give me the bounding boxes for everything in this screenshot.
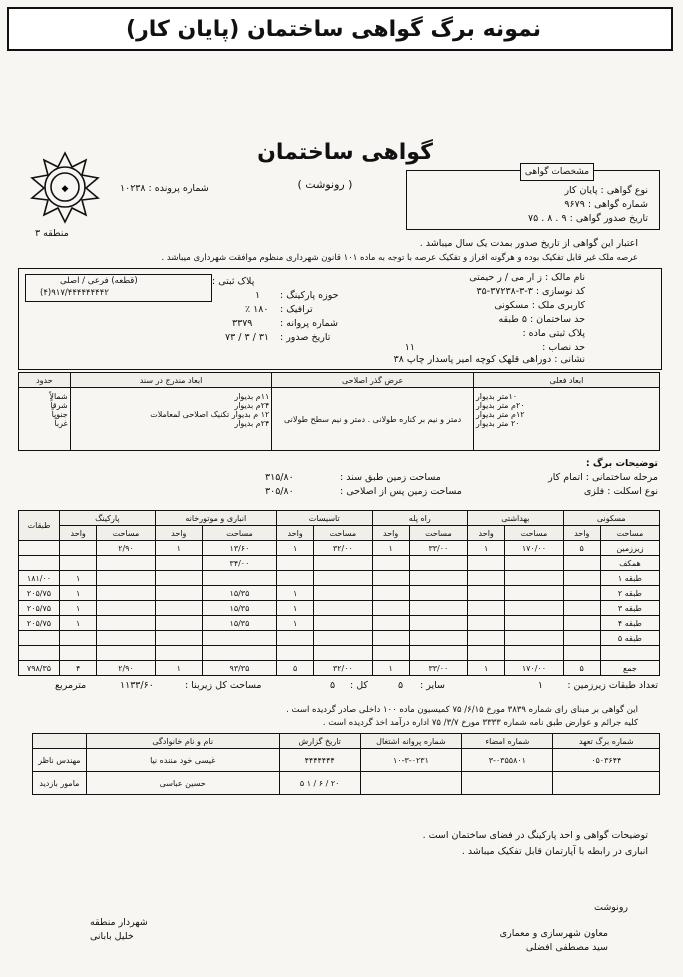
officer-1-license: ۱۰-۳-۰۲۳۱ (360, 749, 461, 772)
officers-header-sign: شماره امضاء (462, 734, 553, 749)
sub-header-unit: واحد (60, 526, 97, 541)
area-cell (202, 646, 276, 661)
unit-cell (155, 616, 202, 631)
table-row (19, 571, 660, 586)
unit-cell: ۱ (468, 541, 505, 556)
floors: حد ساختمان : ۵ طبقه (498, 314, 585, 325)
unit-cell: ۱ (372, 661, 409, 676)
area-cell: ۱۵/۳۵ (202, 601, 276, 616)
border-deed-1: ۱۱م بدیوار (234, 392, 270, 401)
permit-no-label: شماره پروانه : (280, 318, 339, 329)
site-desc-1: مرحله ساختمانی : اتمام کار (548, 472, 658, 483)
unit-cell (60, 556, 97, 571)
unit-cell (563, 631, 600, 646)
registered-plate: پلاک ثبتی ماده : (522, 328, 585, 339)
area-cell: ۲/۹۰ (97, 541, 155, 556)
area-cell (314, 571, 372, 586)
borders-note: دمتر و نیم بر کناره طولانی . دمتر و نیم سطح طولانی (283, 414, 462, 424)
issue-date-value: ۳۱ / ۳ / ۷۳ (225, 332, 270, 343)
unit-cell: ۵ (563, 661, 600, 676)
unit-cell (468, 616, 505, 631)
unit-cell: ۱ (60, 601, 97, 616)
unit-cell (155, 646, 202, 661)
area-cell: ۳۳/۰۰ (409, 661, 467, 676)
unit-cell (276, 646, 313, 661)
officers-header-pledge: شماره برگ تعهد (553, 734, 660, 749)
unit-cell (155, 586, 202, 601)
municipality-seal-icon (28, 150, 102, 224)
issue-date-label: تاریخ صدور : (280, 332, 331, 343)
unit-cell (372, 586, 409, 601)
address: نشانی : دوراهی قلهک کوچه امیر پاسدار چاپ ۳۸ (393, 354, 585, 365)
floor-cell: زیرزمین (600, 541, 659, 556)
table-row (19, 646, 660, 661)
floor-cell: طبقه ۵ (600, 631, 659, 646)
area-cell (19, 646, 60, 661)
unit-cell (563, 646, 600, 661)
spec-number: شماره گواهی : ۹۶۷۹ (564, 199, 648, 210)
area-cell (202, 631, 276, 646)
officer-1-report-date: ۴۴۴۴۴۴۴ (279, 749, 360, 772)
sub-header-area: مساحت (314, 526, 372, 541)
spec-date: تاریخ صدور گواهی : ۹ . ۸ . ۷۵ (528, 213, 648, 224)
unit-cell (60, 646, 97, 661)
units-table (18, 510, 660, 676)
plate-label: پلاک ثبتی : (212, 276, 255, 287)
area-cell: ۳۲/۰۰ (314, 661, 372, 676)
officer-1-pledge: ۰۵۰۳۶۴۴ (553, 749, 660, 772)
area-cell (314, 646, 372, 661)
traffic-value: ۱۸۰ ٪ (245, 304, 269, 315)
spec-header: مشخصات گواهی (520, 163, 594, 181)
unit-cell (372, 646, 409, 661)
unit-cell (468, 646, 505, 661)
floors-total-label: تعداد طبقات زیرزمین : (567, 680, 658, 691)
other-value: ۵ (398, 680, 404, 691)
area-cell: ۳۳/۰۰ (409, 541, 467, 556)
total-value: ۵ (330, 680, 336, 691)
officer-2-pledge (553, 772, 660, 795)
floor-cell (600, 646, 659, 661)
area-cell (505, 616, 563, 631)
area-cell: ۱۷۰/۰۰ (505, 661, 563, 676)
unit-cell: ۵ (276, 661, 313, 676)
area2-label: مساحت زمین پس از اصلاحی : (340, 486, 462, 497)
area-cell: ۳۴/۰۰ (202, 556, 276, 571)
area2-value: ۳۰۵/۸۰ (265, 486, 294, 497)
table-row (19, 601, 660, 616)
unit-cell (468, 556, 505, 571)
district-no-value: ۱ (255, 290, 261, 301)
validity-line-1: اعتبار این گواهی از تاریخ صدور بمدت یک سال میباشد . (419, 238, 638, 249)
svg-text:◆: ◆ (61, 184, 69, 194)
spec-type: نوع گواهی : پایان کار (564, 185, 648, 196)
unit-cell (563, 601, 600, 616)
site-title: توضیحات برگ : (585, 458, 658, 469)
borders-header-current: ابعاد فعلی (473, 373, 659, 388)
borders-header-deed: ابعاد مندرج در سند (70, 373, 272, 388)
area-cell (409, 586, 467, 601)
table-row (19, 586, 660, 601)
area-cell: ۱۸۱/۰۰ (19, 571, 60, 586)
officers-header-name: نام و نام خانوادگی (86, 734, 279, 749)
unit-cell (372, 556, 409, 571)
area-cell (97, 571, 155, 586)
area-cell: ۳۲/۰۰ (314, 541, 372, 556)
page-title: نمونه برگ گواهی ساختمان (پایان کار) (7, 7, 673, 51)
officer-1-name: غیسی خود مننده نیا (86, 749, 279, 772)
area-value: ۱۱ (404, 342, 415, 353)
unit-cell (468, 571, 505, 586)
sub-header-area: مساحت (202, 526, 276, 541)
unit-cell: ۱ (276, 586, 313, 601)
owner-name: نام مالک : ز ار می / ر حیمتی (469, 272, 585, 283)
plate-value: (قطعه) فرعی / اصلی (60, 276, 138, 286)
deputy-title: معاون شهرسازی و معماری (499, 928, 608, 939)
floor-header: طبقات (19, 511, 60, 541)
unit-cell: ۱ (276, 616, 313, 631)
floor-cell: طبقه ۱ (600, 571, 659, 586)
unit-cell (468, 586, 505, 601)
border-deed-3: ۱۲ م بدیوار تکنیک اصلاحی لمعاملات (150, 410, 270, 419)
unit-cell (372, 616, 409, 631)
group-header-parking: پارکینگ (60, 511, 156, 526)
usage: کاربری ملک : مسکونی (494, 300, 585, 311)
postal-code: کد نوسازی : ۳-۳-۳۷۲۳۸-۳۵ (476, 286, 585, 297)
district-number: منطقه ۳ (35, 228, 69, 239)
unit-cell (563, 616, 600, 631)
area-cell (505, 586, 563, 601)
total-label: کل : (350, 680, 368, 691)
area-cell (409, 616, 467, 631)
unit-cell (60, 541, 97, 556)
unit-cell: ۱ (60, 571, 97, 586)
unit-cell (372, 571, 409, 586)
area-cell (409, 601, 467, 616)
unit-cell (276, 571, 313, 586)
borders-table (18, 372, 660, 451)
plate-number: ۹۱۷/۴۴۴۴۴۴۴۴۲(۴) (40, 288, 109, 298)
officers-header-license: شماره پروانه اشتغال (360, 734, 461, 749)
sub-header-area: مساحت (97, 526, 155, 541)
certificate-subtitle: ( رونوشت ) (297, 178, 353, 191)
border-dir-east: شرقاً (50, 401, 68, 410)
table-row (19, 616, 660, 631)
area-cell (314, 601, 372, 616)
border-current-4: ۲۰ متر بدیوار (475, 419, 520, 428)
area-cell (505, 646, 563, 661)
file-number: شماره پرونده : ۱۰۲۳۸ (120, 183, 209, 194)
unit-cell (468, 601, 505, 616)
copy-label: رونوشت (593, 902, 628, 913)
unit-cell (276, 631, 313, 646)
unit-cell: ۱ (276, 541, 313, 556)
unit-cell: ۱ (155, 661, 202, 676)
floors-total-value: ۱ (537, 680, 543, 691)
area-cell (97, 601, 155, 616)
unit-cell (372, 631, 409, 646)
area-cell (97, 556, 155, 571)
border-current-3: ۱۲م متر بدیوار (475, 410, 525, 419)
area-cell (409, 571, 467, 586)
table-row (19, 631, 660, 646)
unit-cell: ۴ (60, 661, 97, 676)
unit-cell (155, 571, 202, 586)
officer-2-sign (462, 772, 553, 795)
officer-1-role: مهندس ناظر (33, 749, 87, 772)
unit-cell: ۱ (468, 661, 505, 676)
sub-header-unit: واحد (372, 526, 409, 541)
area-cell (314, 631, 372, 646)
unit-cell: ۱ (155, 541, 202, 556)
border-current-2: ۲۰م متر بدیوار (475, 401, 525, 410)
area-cell (97, 631, 155, 646)
borders-header-width: عرض گذر اصلاحی (272, 373, 474, 388)
unit-cell: ۱ (372, 541, 409, 556)
area-cell: ۱۷۰/۰۰ (505, 541, 563, 556)
officer-2-license (360, 772, 461, 795)
officer-2-role: مامور بازدید (33, 772, 87, 795)
area-cell (409, 646, 467, 661)
other-label: سایر : (420, 680, 445, 691)
area-cell (314, 556, 372, 571)
area1-label: مساحت زمین طبق سند : (340, 472, 441, 483)
area-cell (505, 556, 563, 571)
remark-line-2: انباری در رابطه با آپارتمان قابل تفکیک میباشد . (461, 846, 648, 857)
mayor-title: شهردار منطقه (90, 917, 148, 928)
area-cell (505, 601, 563, 616)
mayor-name: خلیل بابانی (90, 931, 134, 942)
area1-value: ۳۱۵/۸۰ (265, 472, 294, 483)
table-row (19, 661, 660, 676)
district-no-label: حوزه پارکینگ : (280, 290, 339, 301)
unit-cell: ۱ (60, 586, 97, 601)
unit-cell (563, 556, 600, 571)
floor-cell: طبقه ۳ (600, 601, 659, 616)
unit-cell (155, 631, 202, 646)
area-cell: ۱۳/۶۰ (202, 541, 276, 556)
unit-cell (563, 571, 600, 586)
group-header-residential: مسکونی (563, 511, 659, 526)
area-cell (97, 586, 155, 601)
area-cell: ۲۰۵/۷۵ (19, 616, 60, 631)
border-dir-south: جنوباً (51, 410, 68, 419)
validity-line-2: عرصه ملک غیر قابل تفکیک بوده و هرگونه افراز و تفکیک عرصه با توجه به ماده ۱۰۱ قانون شهرداری منظوم موافقت شهرداری میباشد . (161, 253, 638, 263)
area-cell: ۱۵/۳۵ (202, 616, 276, 631)
border-deed-4: ۲۴م بدیوار (234, 419, 270, 428)
area-cell: ۲۰۵/۷۵ (19, 601, 60, 616)
borders-header-direction: حدود (19, 373, 71, 388)
deputy-name: سید مصطفی افضلی (525, 942, 608, 953)
border-current-1: ۱۰متر بدیوار (475, 392, 518, 401)
area-cell: ۹۳/۳۵ (202, 661, 276, 676)
area-cell: ۷۹۸/۳۵ (19, 661, 60, 676)
permit-no-value: ۳۳۷۹ (232, 318, 253, 329)
group-header-facilities: تاسیسات (276, 511, 372, 526)
area-cell (19, 631, 60, 646)
unit-cell: ۱ (60, 616, 97, 631)
sub-header-unit: واحد (468, 526, 505, 541)
area-cell (505, 571, 563, 586)
note-line-2: کلیه جرائم و عوارض طبق نامه شماره ۳۳۳۳ مورخ ۳/۷/ ۷۵ اداره درآمد اخذ گردیده است . (322, 718, 638, 728)
unit-cell (276, 556, 313, 571)
sub-header-unit: واحد (155, 526, 202, 541)
area-cell (314, 616, 372, 631)
certificate-title: گواهی ساختمان (257, 140, 433, 165)
floor-cell: همکف (600, 556, 659, 571)
table-row (19, 556, 660, 571)
sub-header-unit: واحد (563, 526, 600, 541)
area-cell (314, 586, 372, 601)
area-cell: ۲/۹۰ (97, 661, 155, 676)
total-area-unit: مترمربع (55, 680, 87, 691)
unit-cell (155, 601, 202, 616)
area-cell (505, 631, 563, 646)
total-area-value: ۱۱۳۳/۶۰ (120, 680, 154, 691)
group-header-sanitary: بهداشتی (468, 511, 564, 526)
unit-cell: ۱ (276, 601, 313, 616)
unit-cell (155, 556, 202, 571)
total-area-label: مساحت کل زیربنا : (185, 680, 262, 691)
officer-2-report-date: ۲۰ / ۶ / ۱ ۵ (279, 772, 360, 795)
group-header-stairs: راه پله (372, 511, 468, 526)
floor-cell: طبقه ۴ (600, 616, 659, 631)
area-cell (409, 556, 467, 571)
sub-header-unit: واحد (276, 526, 313, 541)
group-header-storage: انباری و موتورخانه (155, 511, 276, 526)
table-row (19, 541, 660, 556)
sub-header-area: مساحت (505, 526, 563, 541)
area-cell: ۲۰۵/۷۵ (19, 586, 60, 601)
officer-1-sign: ۳-۰۳۵۵۸۰۱ (462, 749, 553, 772)
area-cell (19, 556, 60, 571)
note-line-1: این گواهی بر مبنای رای شماره ۳۸۳۹ مورخ ۶/۱۵/ ۷۵ کمیسیون ماده ۱۰۰ داخلی صادر گردیده است . (286, 705, 638, 715)
unit-cell (60, 631, 97, 646)
officer-2-name: حسین عباسی (86, 772, 279, 795)
border-deed-2: ۲۴م بدیوار (234, 401, 270, 410)
unit-cell (372, 601, 409, 616)
traffic-label: ترافیک : (280, 304, 313, 315)
border-dir-north: شمالاً (49, 392, 68, 401)
remark-line-1: توضیحات گواهی و احد پارکینگ در فضای ساختمان است . (422, 830, 648, 841)
area-cell (19, 541, 60, 556)
sub-header-area: مساحت (409, 526, 467, 541)
site-desc-2: نوع اسکلت : فلزی (583, 486, 658, 497)
officers-table (32, 733, 660, 795)
area-cell (97, 646, 155, 661)
border-dir-west: غرباً (54, 419, 68, 428)
unit-cell (563, 586, 600, 601)
area-cell (97, 616, 155, 631)
officers-header-report-date: تاریخ گزارش (279, 734, 360, 749)
floor-cell: طبقه ۲ (600, 586, 659, 601)
unit-cell: ۵ (563, 541, 600, 556)
unit-cell (468, 631, 505, 646)
area-cell (409, 631, 467, 646)
floor-cell: جمع (600, 661, 659, 676)
area-cell (202, 571, 276, 586)
area-cell: ۱۵/۳۵ (202, 586, 276, 601)
sub-header-area: مساحت (600, 526, 659, 541)
area-label: حد نصاب : (542, 342, 585, 353)
